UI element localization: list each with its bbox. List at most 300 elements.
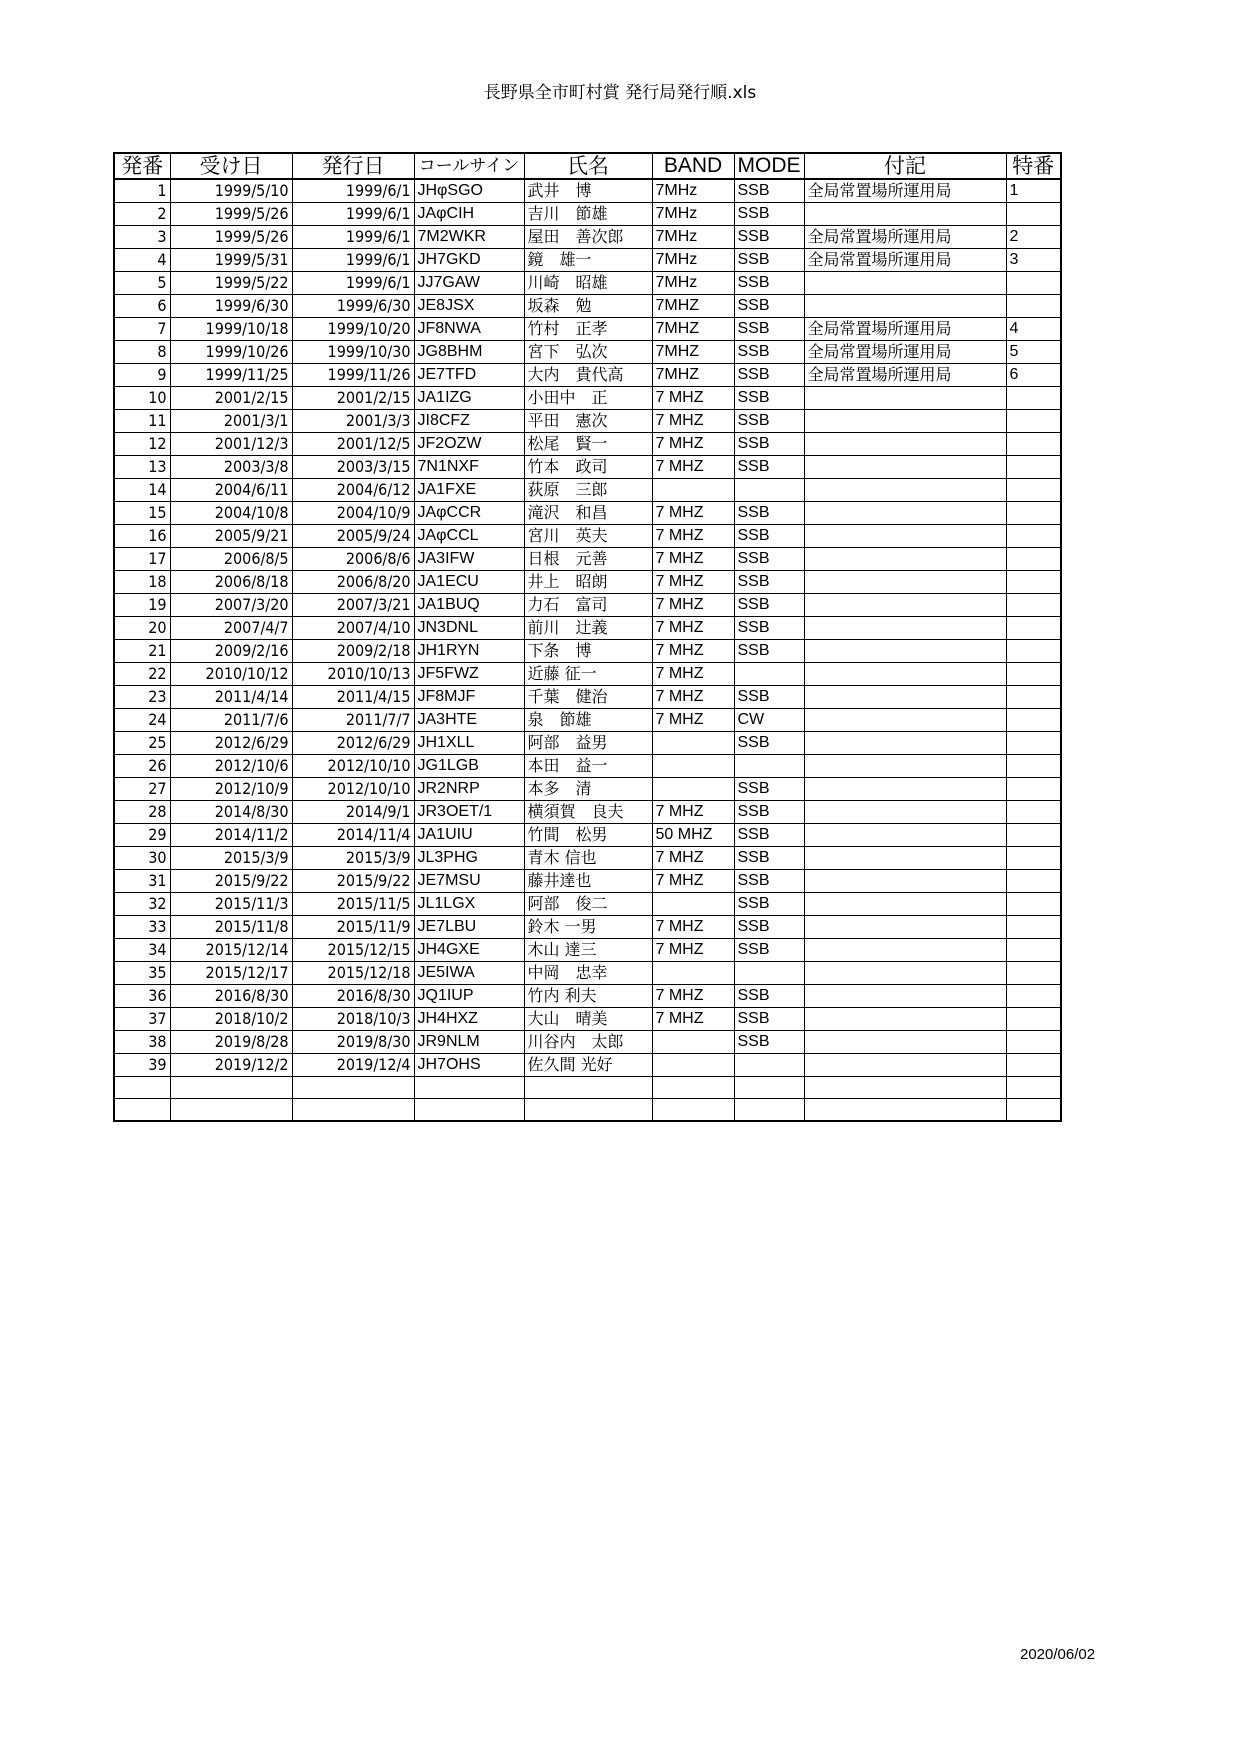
cell-note — [804, 686, 1006, 709]
cell-issue-number: 14 — [114, 479, 170, 502]
footer-date: 2020/06/02 — [1020, 1646, 1096, 1663]
cell-issued-date: 2006/8/20 — [292, 571, 414, 594]
cell-special-number — [1006, 870, 1061, 893]
cell-band: 7 MHZ — [652, 686, 734, 709]
cell-special-number — [1006, 479, 1061, 502]
cell-received-date: 2015/12/17 — [170, 962, 292, 985]
cell-note — [804, 1031, 1006, 1054]
cell-mode: SSB — [734, 801, 804, 824]
table-row — [114, 433, 1061, 456]
cell-name — [524, 1077, 652, 1099]
cell-special-number: 3 — [1006, 249, 1061, 272]
cell-issue-number: 8 — [114, 341, 170, 364]
table-row — [114, 410, 1061, 433]
cell-special-number: 4 — [1006, 318, 1061, 341]
table-row — [114, 801, 1061, 824]
cell-callsign — [414, 1099, 524, 1121]
cell-mode — [734, 1054, 804, 1077]
cell-note — [804, 755, 1006, 778]
cell-callsign: JE7TFD — [414, 364, 524, 387]
cell-band: 7MHZ — [652, 364, 734, 387]
cell-issued-date: 2009/2/18 — [292, 640, 414, 663]
header-callsign: コールサイン — [414, 153, 524, 179]
table-row — [114, 1031, 1061, 1054]
cell-band: 7 MHZ — [652, 801, 734, 824]
cell-special-number — [1006, 709, 1061, 732]
cell-name: 藤井達也 — [524, 870, 652, 893]
cell-issued-date: 1999/10/20 — [292, 318, 414, 341]
cell-note — [804, 502, 1006, 525]
cell-issue-number: 32 — [114, 893, 170, 916]
cell-band — [652, 1054, 734, 1077]
cell-mode: SSB — [734, 318, 804, 341]
cell-callsign: JH4HXZ — [414, 1008, 524, 1031]
header-band: BAND — [652, 153, 734, 179]
cell-band: 7 MHZ — [652, 916, 734, 939]
cell-issue-number — [114, 1077, 170, 1099]
cell-issued-date: 1999/6/1 — [292, 249, 414, 272]
cell-issue-number: 15 — [114, 502, 170, 525]
cell-name: 大山 晴美 — [524, 1008, 652, 1031]
cell-issued-date — [292, 1099, 414, 1121]
cell-band: 7 MHZ — [652, 502, 734, 525]
cell-issued-date: 2019/8/30 — [292, 1031, 414, 1054]
table-row — [114, 870, 1061, 893]
cell-received-date: 2004/10/8 — [170, 502, 292, 525]
cell-note — [804, 617, 1006, 640]
table-row — [114, 778, 1061, 801]
cell-band: 7MHz — [652, 179, 734, 203]
table-row — [114, 272, 1061, 295]
cell-callsign: JH1XLL — [414, 732, 524, 755]
cell-mode: SSB — [734, 893, 804, 916]
cell-issued-date: 2014/11/4 — [292, 824, 414, 847]
cell-issue-number: 4 — [114, 249, 170, 272]
cell-callsign: JA1IZG — [414, 387, 524, 410]
cell-issued-date: 2004/10/9 — [292, 502, 414, 525]
table-row — [114, 364, 1061, 387]
table-header-row — [114, 153, 1061, 179]
cell-band: 7MHZ — [652, 341, 734, 364]
table-row — [114, 640, 1061, 663]
header-issued-date: 発行日 — [292, 153, 414, 179]
cell-band — [652, 1099, 734, 1121]
cell-issued-date: 2016/8/30 — [292, 985, 414, 1008]
cell-name: 屋田 善次郎 — [524, 226, 652, 249]
cell-band — [652, 1031, 734, 1054]
cell-name: 宮川 英夫 — [524, 525, 652, 548]
cell-mode: SSB — [734, 272, 804, 295]
cell-mode: CW — [734, 709, 804, 732]
cell-mode — [734, 479, 804, 502]
cell-name: 吉川 節雄 — [524, 203, 652, 226]
cell-issued-date: 2015/12/15 — [292, 939, 414, 962]
table-row — [114, 985, 1061, 1008]
cell-issue-number: 24 — [114, 709, 170, 732]
table-row — [114, 548, 1061, 571]
cell-note — [804, 295, 1006, 318]
cell-name: 前川 辻義 — [524, 617, 652, 640]
cell-name: 佐久間 光好 — [524, 1054, 652, 1077]
cell-received-date: 2010/10/12 — [170, 663, 292, 686]
cell-note — [804, 594, 1006, 617]
issuance-table — [113, 152, 1062, 1122]
cell-note — [804, 801, 1006, 824]
cell-issue-number: 25 — [114, 732, 170, 755]
cell-issued-date: 2015/3/9 — [292, 847, 414, 870]
cell-special-number: 2 — [1006, 226, 1061, 249]
cell-note — [804, 870, 1006, 893]
cell-issued-date: 2001/12/5 — [292, 433, 414, 456]
cell-note — [804, 272, 1006, 295]
table-row — [114, 456, 1061, 479]
cell-note: 全局常置場所運用局 — [804, 226, 1006, 249]
cell-issued-date: 2011/7/7 — [292, 709, 414, 732]
table-row — [114, 686, 1061, 709]
cell-band: 7 MHZ — [652, 456, 734, 479]
table-row — [114, 1008, 1061, 1031]
cell-issue-number: 22 — [114, 663, 170, 686]
cell-name: 竹内 利夫 — [524, 985, 652, 1008]
cell-issued-date: 2019/12/4 — [292, 1054, 414, 1077]
cell-note — [804, 1099, 1006, 1121]
header-name: 氏名 — [524, 153, 652, 179]
cell-callsign: JE7LBU — [414, 916, 524, 939]
cell-received-date: 2007/3/20 — [170, 594, 292, 617]
cell-band: 7 MHZ — [652, 985, 734, 1008]
table-row — [114, 318, 1061, 341]
table-row — [114, 755, 1061, 778]
table-row — [114, 663, 1061, 686]
cell-name: 本田 益一 — [524, 755, 652, 778]
cell-issued-date: 2015/11/9 — [292, 916, 414, 939]
table-row — [114, 1077, 1061, 1099]
cell-received-date: 2001/3/1 — [170, 410, 292, 433]
table-row — [114, 824, 1061, 847]
cell-callsign: JH7GKD — [414, 249, 524, 272]
cell-band: 7 MHZ — [652, 410, 734, 433]
cell-received-date: 2011/7/6 — [170, 709, 292, 732]
cell-received-date: 1999/5/22 — [170, 272, 292, 295]
cell-band: 7 MHZ — [652, 433, 734, 456]
cell-special-number — [1006, 893, 1061, 916]
cell-note — [804, 778, 1006, 801]
cell-special-number — [1006, 387, 1061, 410]
cell-received-date: 1999/10/26 — [170, 341, 292, 364]
cell-mode: SSB — [734, 341, 804, 364]
cell-callsign: JA1UIU — [414, 824, 524, 847]
cell-received-date: 2014/11/2 — [170, 824, 292, 847]
cell-callsign: JR9NLM — [414, 1031, 524, 1054]
cell-band — [652, 732, 734, 755]
cell-mode: SSB — [734, 916, 804, 939]
cell-band: 7 MHZ — [652, 617, 734, 640]
cell-special-number — [1006, 295, 1061, 318]
cell-name: 竹本 政司 — [524, 456, 652, 479]
cell-issued-date: 2015/9/22 — [292, 870, 414, 893]
cell-issue-number: 9 — [114, 364, 170, 387]
cell-received-date: 2006/8/5 — [170, 548, 292, 571]
cell-callsign: JF2OZW — [414, 433, 524, 456]
cell-issue-number — [114, 1099, 170, 1121]
cell-band: 7 MHZ — [652, 663, 734, 686]
cell-callsign: JAφCCR — [414, 502, 524, 525]
cell-special-number — [1006, 525, 1061, 548]
cell-callsign: JL3PHG — [414, 847, 524, 870]
cell-name: 近藤 征一 — [524, 663, 652, 686]
cell-mode — [734, 1077, 804, 1099]
table-row — [114, 732, 1061, 755]
table-row — [114, 916, 1061, 939]
cell-issue-number: 17 — [114, 548, 170, 571]
cell-issued-date: 2007/3/21 — [292, 594, 414, 617]
cell-callsign: 7N1NXF — [414, 456, 524, 479]
cell-mode — [734, 962, 804, 985]
cell-mode: SSB — [734, 433, 804, 456]
cell-note — [804, 663, 1006, 686]
cell-mode: SSB — [734, 985, 804, 1008]
cell-special-number — [1006, 1099, 1061, 1121]
cell-band — [652, 893, 734, 916]
cell-received-date: 2007/4/7 — [170, 617, 292, 640]
cell-issued-date: 2018/10/3 — [292, 1008, 414, 1031]
document-title: 長野県全市町村賞 発行局発行順.xls — [483, 83, 757, 103]
cell-note — [804, 939, 1006, 962]
table-row — [114, 249, 1061, 272]
cell-issued-date: 2005/9/24 — [292, 525, 414, 548]
cell-note: 全局常置場所運用局 — [804, 318, 1006, 341]
cell-special-number — [1006, 1077, 1061, 1099]
cell-issued-date: 2014/9/1 — [292, 801, 414, 824]
table-row — [114, 387, 1061, 410]
cell-received-date: 2006/8/18 — [170, 571, 292, 594]
cell-name: 井上 昭朗 — [524, 571, 652, 594]
cell-mode: SSB — [734, 179, 804, 203]
cell-issue-number: 13 — [114, 456, 170, 479]
cell-mode: SSB — [734, 249, 804, 272]
cell-received-date: 2014/8/30 — [170, 801, 292, 824]
cell-callsign: 7M2WKR — [414, 226, 524, 249]
cell-mode: SSB — [734, 686, 804, 709]
cell-name: 坂森 勉 — [524, 295, 652, 318]
cell-note — [804, 203, 1006, 226]
cell-band: 50 MHZ — [652, 824, 734, 847]
cell-name: 滝沢 和昌 — [524, 502, 652, 525]
cell-name: 木山 達三 — [524, 939, 652, 962]
cell-band: 7MHZ — [652, 295, 734, 318]
cell-note — [804, 847, 1006, 870]
cell-mode: SSB — [734, 456, 804, 479]
cell-special-number — [1006, 962, 1061, 985]
cell-issued-date: 2001/2/15 — [292, 387, 414, 410]
cell-name: 中岡 忠幸 — [524, 962, 652, 985]
cell-mode — [734, 1099, 804, 1121]
cell-received-date: 1999/10/18 — [170, 318, 292, 341]
cell-band: 7 MHZ — [652, 548, 734, 571]
cell-callsign: JG8BHM — [414, 341, 524, 364]
cell-issued-date: 2004/6/12 — [292, 479, 414, 502]
cell-name: 鈴木 一男 — [524, 916, 652, 939]
cell-received-date: 2003/3/8 — [170, 456, 292, 479]
cell-callsign: JQ1IUP — [414, 985, 524, 1008]
cell-callsign: JA3IFW — [414, 548, 524, 571]
cell-received-date: 2018/10/2 — [170, 1008, 292, 1031]
cell-special-number — [1006, 571, 1061, 594]
cell-issued-date: 1999/6/1 — [292, 203, 414, 226]
cell-callsign: JF8MJF — [414, 686, 524, 709]
cell-issue-number: 10 — [114, 387, 170, 410]
cell-name: 千葉 健治 — [524, 686, 652, 709]
cell-issued-date: 2012/10/10 — [292, 778, 414, 801]
cell-mode: SSB — [734, 1031, 804, 1054]
cell-name: 本多 清 — [524, 778, 652, 801]
table-row — [114, 179, 1061, 203]
cell-issue-number: 33 — [114, 916, 170, 939]
table-row — [114, 594, 1061, 617]
cell-special-number: 1 — [1006, 179, 1061, 203]
cell-issue-number: 36 — [114, 985, 170, 1008]
cell-special-number — [1006, 686, 1061, 709]
cell-issue-number: 18 — [114, 571, 170, 594]
cell-band — [652, 755, 734, 778]
cell-received-date: 2012/10/9 — [170, 778, 292, 801]
cell-mode: SSB — [734, 203, 804, 226]
cell-received-date — [170, 1099, 292, 1121]
cell-received-date: 2001/12/3 — [170, 433, 292, 456]
cell-issued-date — [292, 1077, 414, 1099]
cell-received-date: 2016/8/30 — [170, 985, 292, 1008]
cell-issue-number: 28 — [114, 801, 170, 824]
cell-received-date — [170, 1077, 292, 1099]
table-row — [114, 203, 1061, 226]
cell-special-number — [1006, 824, 1061, 847]
cell-issued-date: 1999/6/1 — [292, 179, 414, 203]
cell-issue-number: 20 — [114, 617, 170, 640]
cell-special-number — [1006, 594, 1061, 617]
cell-received-date: 1999/5/31 — [170, 249, 292, 272]
cell-issue-number: 38 — [114, 1031, 170, 1054]
cell-issued-date: 2015/12/18 — [292, 962, 414, 985]
cell-issued-date: 1999/6/30 — [292, 295, 414, 318]
table-row — [114, 1054, 1061, 1077]
cell-callsign: JL1LGX — [414, 893, 524, 916]
cell-note: 全局常置場所運用局 — [804, 341, 1006, 364]
cell-callsign — [414, 1077, 524, 1099]
cell-received-date: 2015/3/9 — [170, 847, 292, 870]
cell-issue-number: 19 — [114, 594, 170, 617]
cell-issued-date: 2011/4/15 — [292, 686, 414, 709]
cell-callsign: JR2NRP — [414, 778, 524, 801]
cell-special-number — [1006, 203, 1061, 226]
cell-band: 7MHz — [652, 272, 734, 295]
cell-band: 7MHz — [652, 226, 734, 249]
cell-name: 下条 博 — [524, 640, 652, 663]
cell-name: 鏡 雄一 — [524, 249, 652, 272]
cell-issued-date: 1999/11/26 — [292, 364, 414, 387]
cell-mode: SSB — [734, 548, 804, 571]
cell-issue-number: 12 — [114, 433, 170, 456]
cell-callsign: JA1BUQ — [414, 594, 524, 617]
cell-name: 宮下 弘次 — [524, 341, 652, 364]
cell-issue-number: 27 — [114, 778, 170, 801]
cell-mode: SSB — [734, 571, 804, 594]
cell-mode — [734, 755, 804, 778]
cell-special-number: 5 — [1006, 341, 1061, 364]
cell-issue-number: 5 — [114, 272, 170, 295]
cell-issued-date: 2012/10/10 — [292, 755, 414, 778]
cell-received-date: 2012/6/29 — [170, 732, 292, 755]
cell-received-date: 2015/9/22 — [170, 870, 292, 893]
cell-name — [524, 1099, 652, 1121]
cell-note — [804, 479, 1006, 502]
cell-issued-date: 2010/10/13 — [292, 663, 414, 686]
cell-special-number — [1006, 663, 1061, 686]
table-row — [114, 525, 1061, 548]
cell-callsign: JN3DNL — [414, 617, 524, 640]
cell-received-date: 1999/5/26 — [170, 203, 292, 226]
cell-special-number — [1006, 548, 1061, 571]
cell-special-number — [1006, 939, 1061, 962]
cell-mode: SSB — [734, 410, 804, 433]
cell-callsign: JJ7GAW — [414, 272, 524, 295]
table-row — [114, 893, 1061, 916]
cell-name: 青木 信也 — [524, 847, 652, 870]
cell-callsign: JA3HTE — [414, 709, 524, 732]
cell-special-number — [1006, 272, 1061, 295]
cell-issue-number: 16 — [114, 525, 170, 548]
cell-note — [804, 893, 1006, 916]
cell-issue-number: 1 — [114, 179, 170, 203]
cell-received-date: 1999/11/25 — [170, 364, 292, 387]
cell-issued-date: 1999/6/1 — [292, 272, 414, 295]
cell-issue-number: 6 — [114, 295, 170, 318]
table-row — [114, 1099, 1061, 1121]
cell-issued-date: 2006/8/6 — [292, 548, 414, 571]
cell-issue-number: 35 — [114, 962, 170, 985]
header-note: 付記 — [804, 153, 1006, 179]
cell-band: 7MHz — [652, 249, 734, 272]
cell-received-date: 1999/6/30 — [170, 295, 292, 318]
cell-band: 7MHZ — [652, 318, 734, 341]
cell-callsign: JH7OHS — [414, 1054, 524, 1077]
cell-band: 7 MHZ — [652, 387, 734, 410]
cell-mode — [734, 663, 804, 686]
cell-received-date: 2009/2/16 — [170, 640, 292, 663]
cell-band: 7MHz — [652, 203, 734, 226]
cell-name: 大内 貴代高 — [524, 364, 652, 387]
cell-note — [804, 640, 1006, 663]
cell-issue-number: 7 — [114, 318, 170, 341]
cell-mode: SSB — [734, 594, 804, 617]
cell-received-date: 1999/5/26 — [170, 226, 292, 249]
table-row — [114, 962, 1061, 985]
table-row — [114, 479, 1061, 502]
cell-name: 阿部 俊二 — [524, 893, 652, 916]
cell-note — [804, 732, 1006, 755]
cell-note — [804, 387, 1006, 410]
cell-received-date: 2019/8/28 — [170, 1031, 292, 1054]
cell-name: 小田中 正 — [524, 387, 652, 410]
cell-name: 松尾 賢一 — [524, 433, 652, 456]
cell-name: 武井 博 — [524, 179, 652, 203]
cell-callsign: JI8CFZ — [414, 410, 524, 433]
cell-mode: SSB — [734, 502, 804, 525]
cell-band: 7 MHZ — [652, 1008, 734, 1031]
cell-mode: SSB — [734, 778, 804, 801]
cell-special-number — [1006, 1008, 1061, 1031]
cell-note — [804, 456, 1006, 479]
cell-band: 7 MHZ — [652, 847, 734, 870]
